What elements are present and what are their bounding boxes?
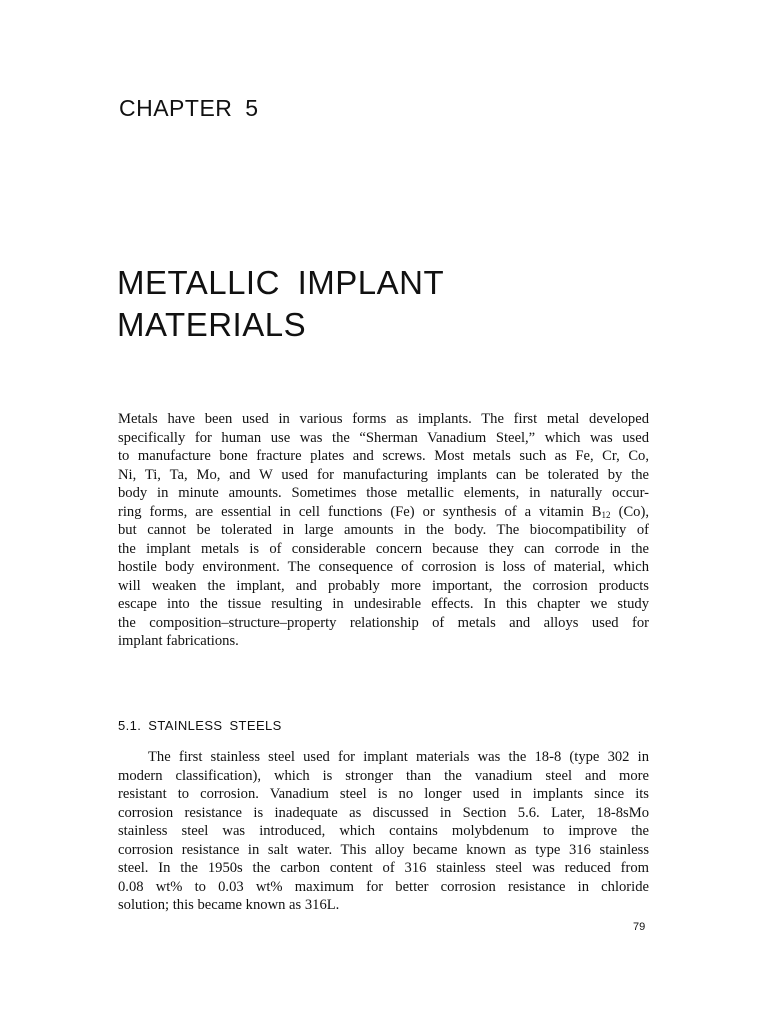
intro-line: implant fabrications.	[118, 633, 239, 649]
subscript-12: 12	[601, 509, 611, 520]
intro-line: will weaken the implant, and probably more important, the corrosion products	[118, 577, 649, 594]
intro-line: specifically for human use was the “Sherman Vanadium Steel,” which was used	[118, 429, 649, 446]
section-line: stainless steel was introduced, which contains molybdenum to improve the	[118, 823, 649, 839]
intro-line: body in minute amounts. Sometimes those metallic elements, in naturally occur-	[118, 485, 649, 501]
intro-line: but cannot be tolerated in large amounts in the body. The biocompatibility of	[118, 522, 649, 538]
intro-line: hostile body environment. The consequence of corrosion is loss of material, which	[118, 559, 649, 575]
intro-line: Ni, Ti, Ta, Mo, and W used for manufacturing implants can be tolerated by the	[118, 466, 649, 483]
chapter-label: CHAPTER 5	[119, 95, 259, 121]
section-line: modern classification), which is stronger than the vanadium steel and more	[118, 767, 649, 784]
section-paragraph	[118, 748, 649, 915]
section-line: corrosion resistance in salt water. This alloy became known as type 316 stainless	[118, 841, 649, 858]
intro-line: to manufacture bone fracture plates and screws. Most metals such as Fe, Cr, Co,	[118, 448, 649, 464]
intro-line-text: (Co),	[610, 503, 649, 520]
chapter-title	[117, 262, 444, 346]
section-line: solution; this became known as 316L.	[118, 897, 340, 913]
section-line: 0.08 wt% to 0.03 wt% maximum for better corrosion resistance in chloride	[118, 878, 649, 895]
intro-line: the implant metals is of considerable concern because they can corrode in the	[118, 540, 649, 557]
section-heading: 5.1. STAINLESS STEELS	[118, 718, 282, 733]
chapter-title-line-2: MATERIALS	[117, 306, 307, 343]
section-line: resistant to corrosion. Vanadium steel is no longer used in implants since its	[118, 786, 649, 802]
section-line: corrosion resistance is inadequate as discussed in Section 5.6. Later, 18-8sMo	[118, 804, 649, 821]
intro-line: escape into the tissue resulting in undesirable effects. In this chapter we study	[118, 596, 649, 612]
page-number: 79	[633, 921, 646, 933]
intro-line: Metals have been used in various forms as implants. The first metal developed	[118, 411, 649, 427]
section-line: steel. In the 1950s the carbon content of 316 stainless steel was reduced from	[118, 860, 649, 876]
intro-line-text: ring forms, are essential in cell functions (Fe) or synthesis of a vitamin B	[118, 503, 602, 520]
intro-line: the composition–structure–property relationship of metals and alloys used for	[118, 614, 649, 631]
chapter-title-line-1: METALLIC IMPLANT	[117, 264, 445, 301]
intro-paragraph	[118, 410, 649, 651]
intro-line-vitamin	[118, 503, 649, 522]
section-line: The first stainless steel used for implant materials was the 18-8 (type 302 in	[148, 749, 649, 765]
